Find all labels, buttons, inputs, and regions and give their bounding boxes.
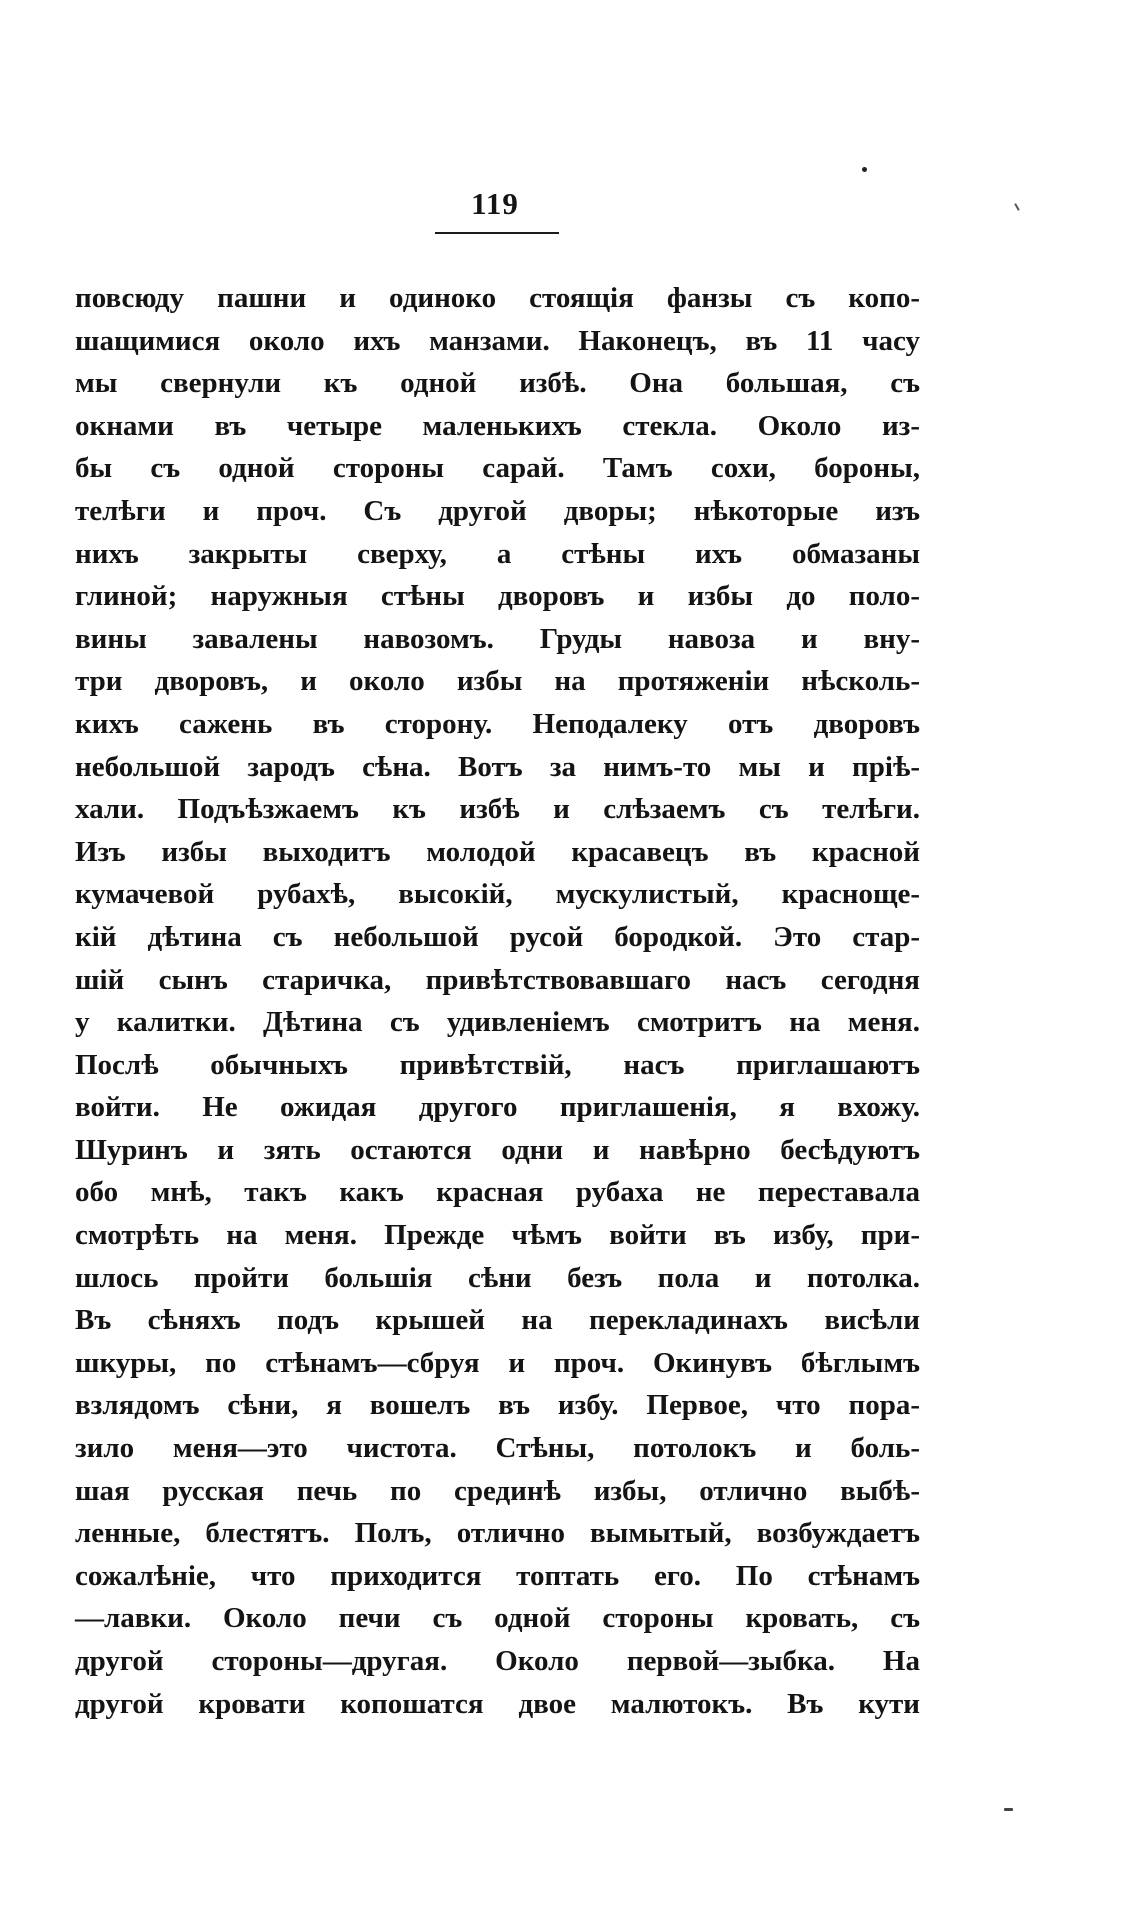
text-line: кій дѣтина съ небольшой русой бородкой. Это стар- (75, 920, 920, 953)
text-line: зило меня—это чистота. Стѣны, потолокъ и боль- (75, 1432, 920, 1465)
text-line: сожалѣніе, что приходится топтать его. По стѣнамъ (75, 1559, 920, 1592)
print-speck (862, 167, 867, 172)
page-number: 119 (471, 186, 519, 221)
text-line: шій сынъ старичка, привѣтствовавшаго насъ сегодня (75, 963, 920, 996)
text-line: смотрѣть на меня. Прежде чѣмъ войти въ избу, при- (75, 1219, 920, 1252)
text-line: кихъ сажень въ сторону. Неподалеку отъ дворовъ (75, 707, 920, 740)
text-line: повсюду пашни и одиноко стоящія фанзы съ копо- (75, 282, 920, 314)
text-line: бы съ одной стороны сарай. Тамъ сохи, бороны, (75, 452, 920, 485)
text-line: взлядомъ сѣни, я вошелъ въ избу. Первое, что пора- (75, 1389, 920, 1422)
text-line: хали. Подъѣзжаемъ къ избѣ и слѣзаемъ съ телѣги. (75, 793, 920, 826)
text-line: ленные, блестятъ. Полъ, отлично вымытый, возбуждаетъ (75, 1517, 920, 1550)
body-text (75, 277, 920, 1725)
print-speck (1014, 203, 1020, 211)
text-line: вины завалены навозомъ. Груды навоза и вну- (75, 622, 920, 655)
text-line: другой стороны—другая. Около первой—зыбка. На (75, 1645, 920, 1677)
text-line: шлось пройти большія сѣни безъ пола и потолка. (75, 1261, 920, 1294)
text-line: окнами въ четыре маленькихъ стекла. Около из- (75, 409, 920, 442)
text-line: шая русская печь по срединѣ избы, отлично выбѣ- (75, 1474, 920, 1507)
page-number-rule (435, 232, 559, 234)
text-line: шкуры, по стѣнамъ—сбруя и проч. Окинувъ бѣглымъ (75, 1346, 920, 1379)
text-line: обо мнѣ, такъ какъ красная рубаха не переставала (75, 1176, 920, 1209)
text-line: —лавки. Около печи съ одной стороны кровать, съ (75, 1602, 920, 1635)
text-line: телѣги и проч. Съ другой дворы; нѣкоторые изъ (75, 494, 920, 527)
text-line: Изъ избы выходитъ молодой красавецъ въ красной (75, 835, 920, 868)
text-line: Послѣ обычныхъ привѣтствій, насъ приглашаютъ (75, 1048, 920, 1081)
text-line: Въ сѣняхъ подъ крышей на перекладинахъ висѣли (75, 1304, 920, 1337)
text-line: войти. Не ожидая другого приглашенія, я вхожу. (75, 1091, 920, 1124)
text-line: небольшой зародъ сѣна. Вотъ за нимъ-то мы и пріѣ- (75, 750, 920, 783)
text-line: три дворовъ, и около избы на протяженіи нѣсколь- (75, 665, 920, 698)
text-line: кумачевой рубахѣ, высокій, мускулистый, краснощe- (75, 878, 920, 911)
text-line: нихъ закрыты сверху, а стѣны ихъ обмазаны (75, 537, 920, 570)
text-line: другой кровати копошатся двое малютокъ. Въ кути (75, 1687, 920, 1720)
print-speck (1004, 1808, 1013, 1811)
text-line: мы свернули къ одной избѣ. Она большая, съ (75, 367, 920, 400)
text-line: глиной; наружныя стѣны дворовъ и избы до поло- (75, 580, 920, 613)
text-line: шащимися около ихъ манзами. Наконецъ, въ 11 часу (75, 324, 920, 357)
text-line: у калитки. Дѣтина съ удивленіемъ смотритъ на меня. (75, 1006, 920, 1039)
text-line: Шуринъ и зять остаются одни и навѣрно бесѣдуютъ (75, 1133, 920, 1166)
